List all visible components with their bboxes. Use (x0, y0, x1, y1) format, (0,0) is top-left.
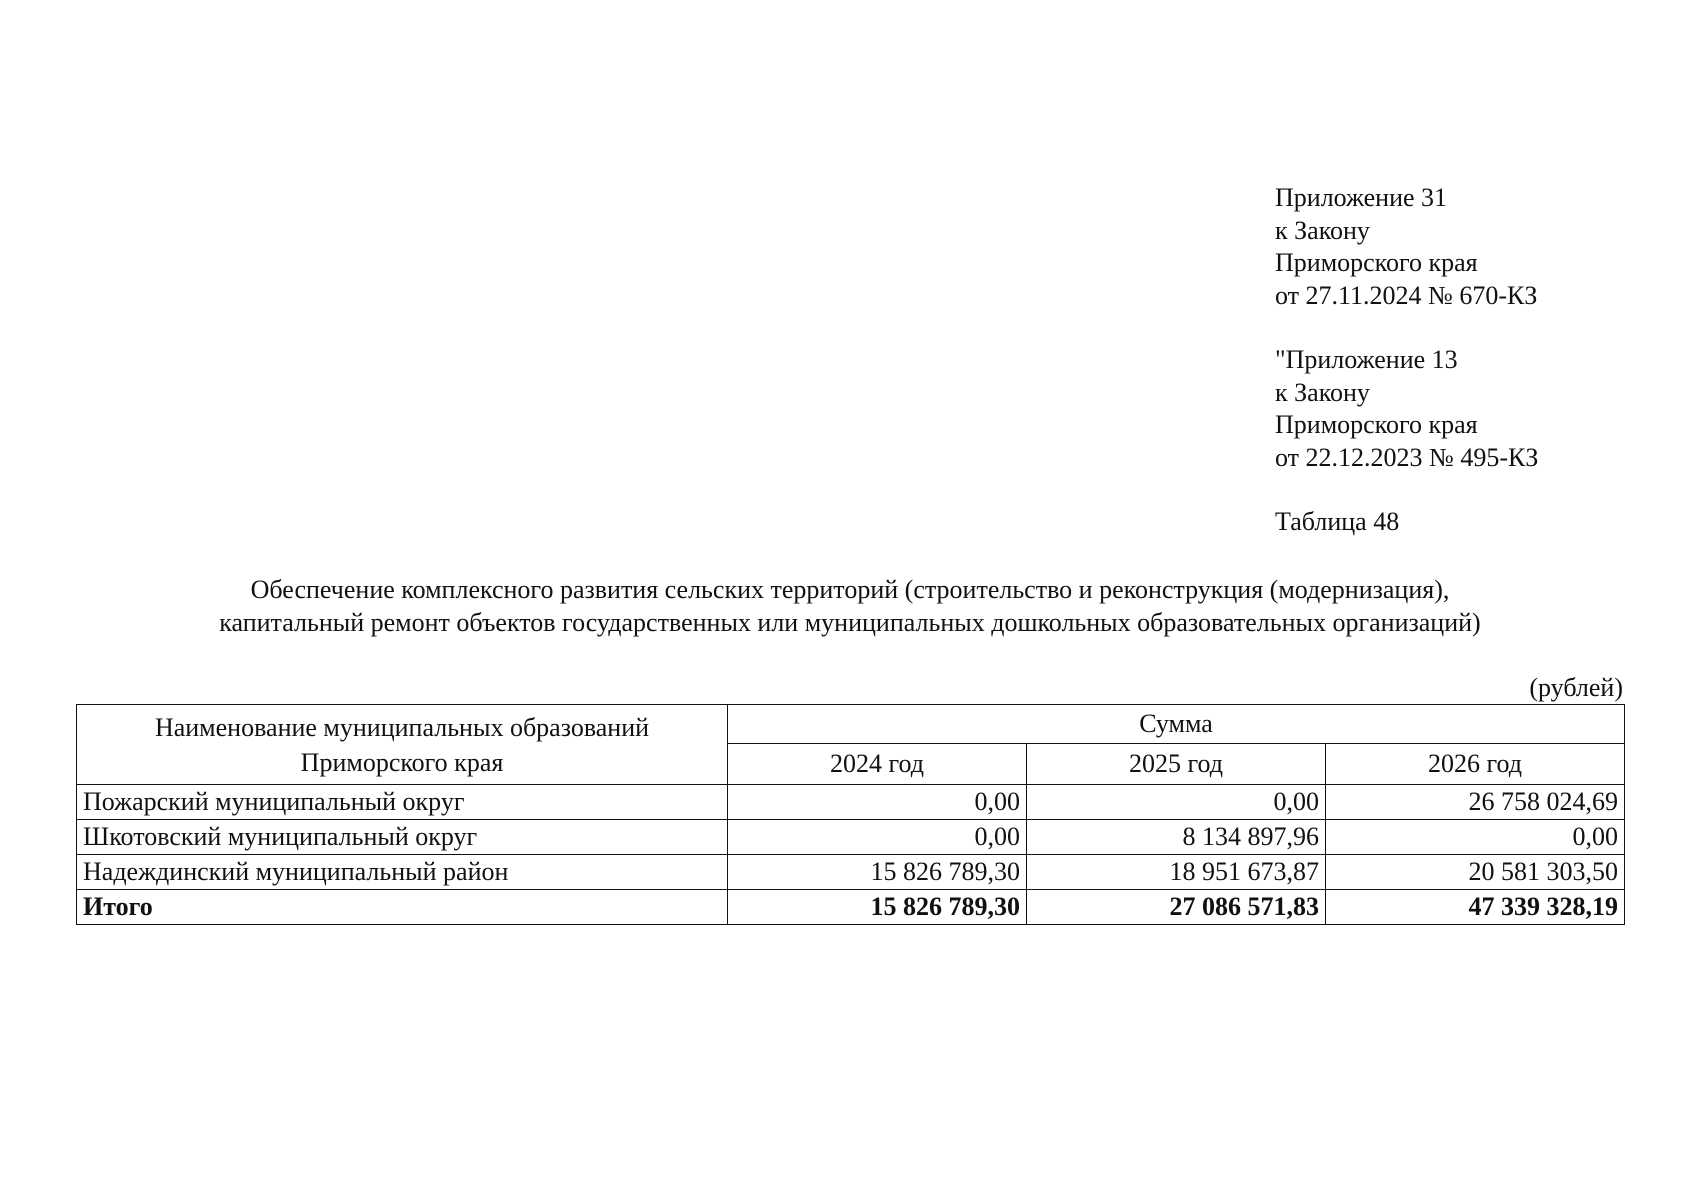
table-row (77, 855, 1625, 890)
header-sum: Сумма (728, 705, 1625, 744)
table-header-row (77, 705, 1625, 744)
amount-2026: 20 581 303,50 (1326, 855, 1625, 890)
amount-2025: 18 951 673,87 (1027, 855, 1326, 890)
table-row (77, 820, 1625, 855)
title-line-1: Обеспечение комплексного развития сельских территорий (строительство и реконструкция (модернизация), (250, 575, 1450, 604)
table-row (77, 785, 1625, 820)
total-2024: 15 826 789,30 (728, 890, 1027, 925)
header-municipality-line-1: Наименование муниципальных образований (154, 712, 650, 742)
document-title (80, 573, 1620, 639)
spacer (1275, 312, 1538, 344)
amount-2025: 8 134 897,96 (1027, 820, 1326, 855)
budget-table (76, 704, 1625, 925)
amount-2024: 15 826 789,30 (728, 855, 1027, 890)
appendix-law-ref: к Закону (1275, 215, 1370, 245)
original-appendix-law-date: от 22.12.2023 № 495-КЗ (1275, 442, 1539, 472)
total-row (77, 890, 1625, 925)
header-year-2025: 2025 год (1027, 744, 1326, 785)
municipality-name: Надеждинский муниципальный район (77, 855, 728, 890)
total-2026: 47 339 328,19 (1326, 890, 1625, 925)
title-line-2: капитальный ремонт объектов государственных или муниципальных дошкольных образовательных организаций) (219, 608, 1481, 637)
total-2025: 27 086 571,83 (1027, 890, 1326, 925)
header-year-2024: 2024 год (728, 744, 1027, 785)
amount-2026: 26 758 024,69 (1326, 785, 1625, 820)
amount-2026: 0,00 (1326, 820, 1625, 855)
municipality-name: Шкотовский муниципальный округ (77, 820, 728, 855)
amount-2024: 0,00 (728, 785, 1027, 820)
appendix-law-date: от 27.11.2024 № 670-КЗ (1275, 280, 1538, 310)
units-label: (рублей) (1529, 673, 1623, 702)
total-label: Итого (77, 890, 728, 925)
table-number: Таблица 48 (1275, 507, 1400, 536)
original-appendix-title: "Приложение 13 (1275, 345, 1458, 374)
header-municipality (77, 705, 728, 785)
spacer (1275, 474, 1538, 506)
appendix-region: Приморского края (1275, 248, 1478, 277)
original-appendix-region: Приморского края (1275, 410, 1478, 439)
appendix-title: Приложение 31 (1275, 183, 1448, 212)
appendix-heading (1275, 182, 1538, 539)
amount-2025: 0,00 (1027, 785, 1326, 820)
header-year-2026: 2026 год (1326, 744, 1625, 785)
amount-2024: 0,00 (728, 820, 1027, 855)
original-appendix-law-ref: к Закону (1275, 377, 1370, 407)
header-municipality-line-2: Приморского края (300, 747, 504, 777)
municipality-name: Пожарский муниципальный округ (77, 785, 728, 820)
